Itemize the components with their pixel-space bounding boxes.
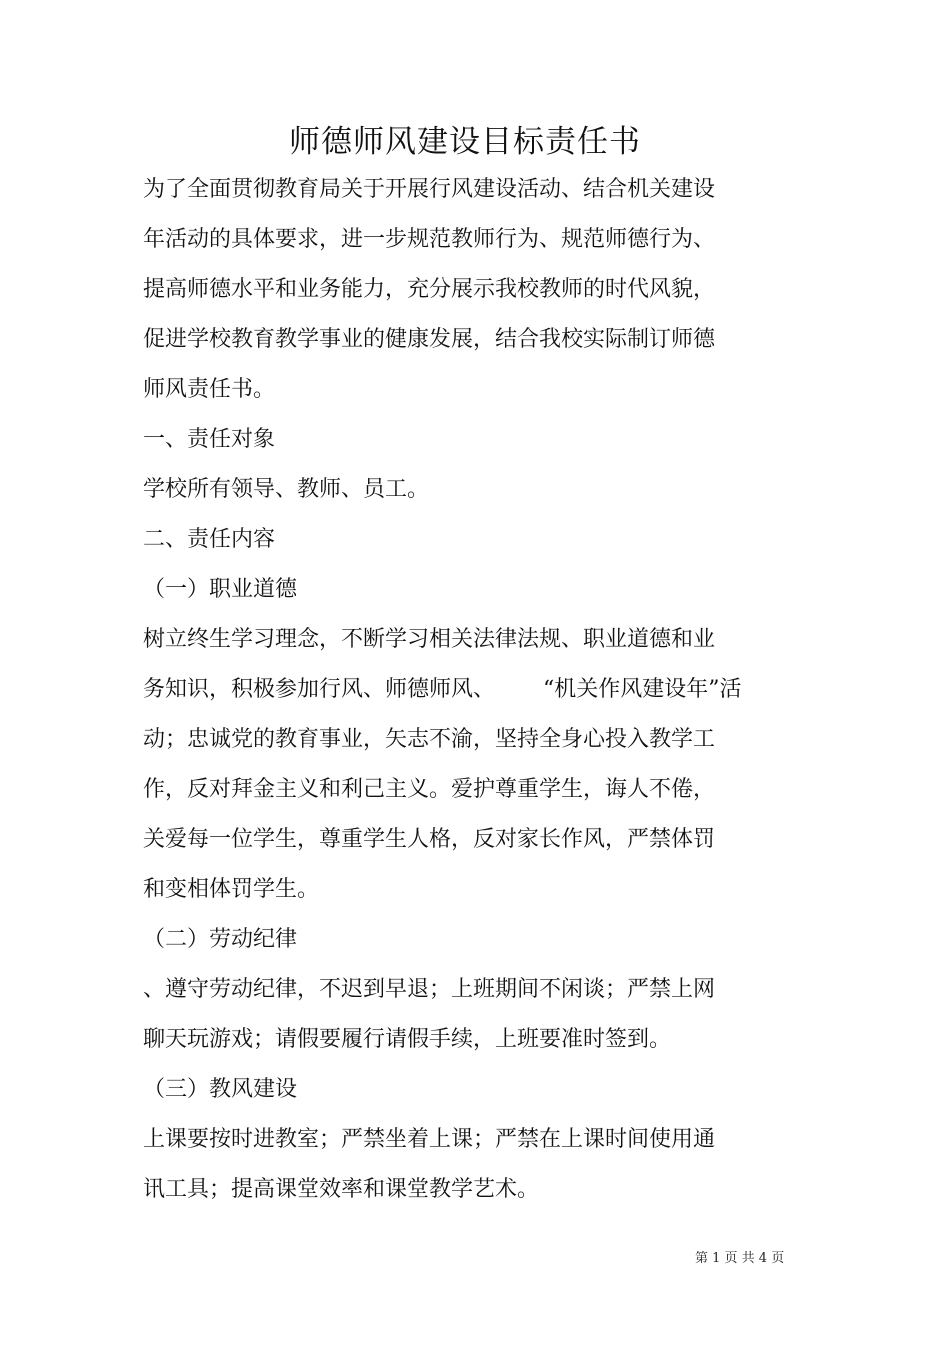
paragraph-line: 讯工具；提高课堂效率和课堂教学艺术。	[143, 1177, 540, 1202]
paragraph-line: 关爱每一位学生，尊重学生人格，反对家长作风，严禁体罚	[143, 827, 716, 852]
paragraph-line: 为了全面贯彻教育局关于开展行风建设活动、结合机关建设	[143, 177, 716, 202]
document-body	[143, 168, 803, 1218]
document-title: 师德师风建设目标责任书	[289, 124, 641, 160]
paragraph-line-with-quote	[143, 668, 803, 718]
paragraph-line: 动；忠诚党的教育事业，矢志不渝，坚持全身心投入教学工	[143, 727, 716, 752]
paragraph-line: 学校所有领导、教师、员工。	[143, 477, 430, 502]
paragraph-line: 年活动的具体要求，进一步规范教师行为、规范师德行为、	[143, 227, 716, 252]
quoted-activity-name: “机关作风建设年”活	[543, 677, 742, 702]
paragraph-line: 促进学校教育教学事业的健康发展，结合我校实际制订师德	[143, 327, 716, 352]
section-heading: 二、责任内容	[143, 527, 276, 552]
paragraph-line: 和变相体罚学生。	[143, 877, 320, 902]
paragraph-line: 树立终生学习理念，不断学习相关法律法规、职业道德和业	[143, 627, 716, 652]
section-heading: 一、责任对象	[143, 427, 276, 452]
paragraph-line: 作，反对拜金主义和利己主义。爱护尊重学生，诲人不倦，	[143, 777, 716, 802]
paragraph-line: 聊天玩游戏；请假要履行请假手续，上班要准时签到。	[143, 1027, 672, 1052]
subsection-heading: （一）职业道德	[143, 577, 298, 602]
paragraph-line-start: 务知识，积极参加行风、师德师风、	[143, 677, 496, 702]
subsection-heading: （三）教风建设	[143, 1077, 298, 1102]
paragraph-line: 师风责任书。	[143, 377, 276, 402]
page-number-footer: 第 1 页 共 4 页	[695, 1251, 785, 1266]
paragraph-line: 、遵守劳动纪律，不迟到早退；上班期间不闲谈；严禁上网	[143, 977, 716, 1002]
paragraph-line: 上课要按时进教室；严禁坐着上课；严禁在上课时间使用通	[143, 1127, 716, 1152]
subsection-heading: （二）劳动纪律	[143, 927, 298, 952]
paragraph-line: 提高师德水平和业务能力，充分展示我校教师的时代风貌，	[143, 277, 716, 302]
